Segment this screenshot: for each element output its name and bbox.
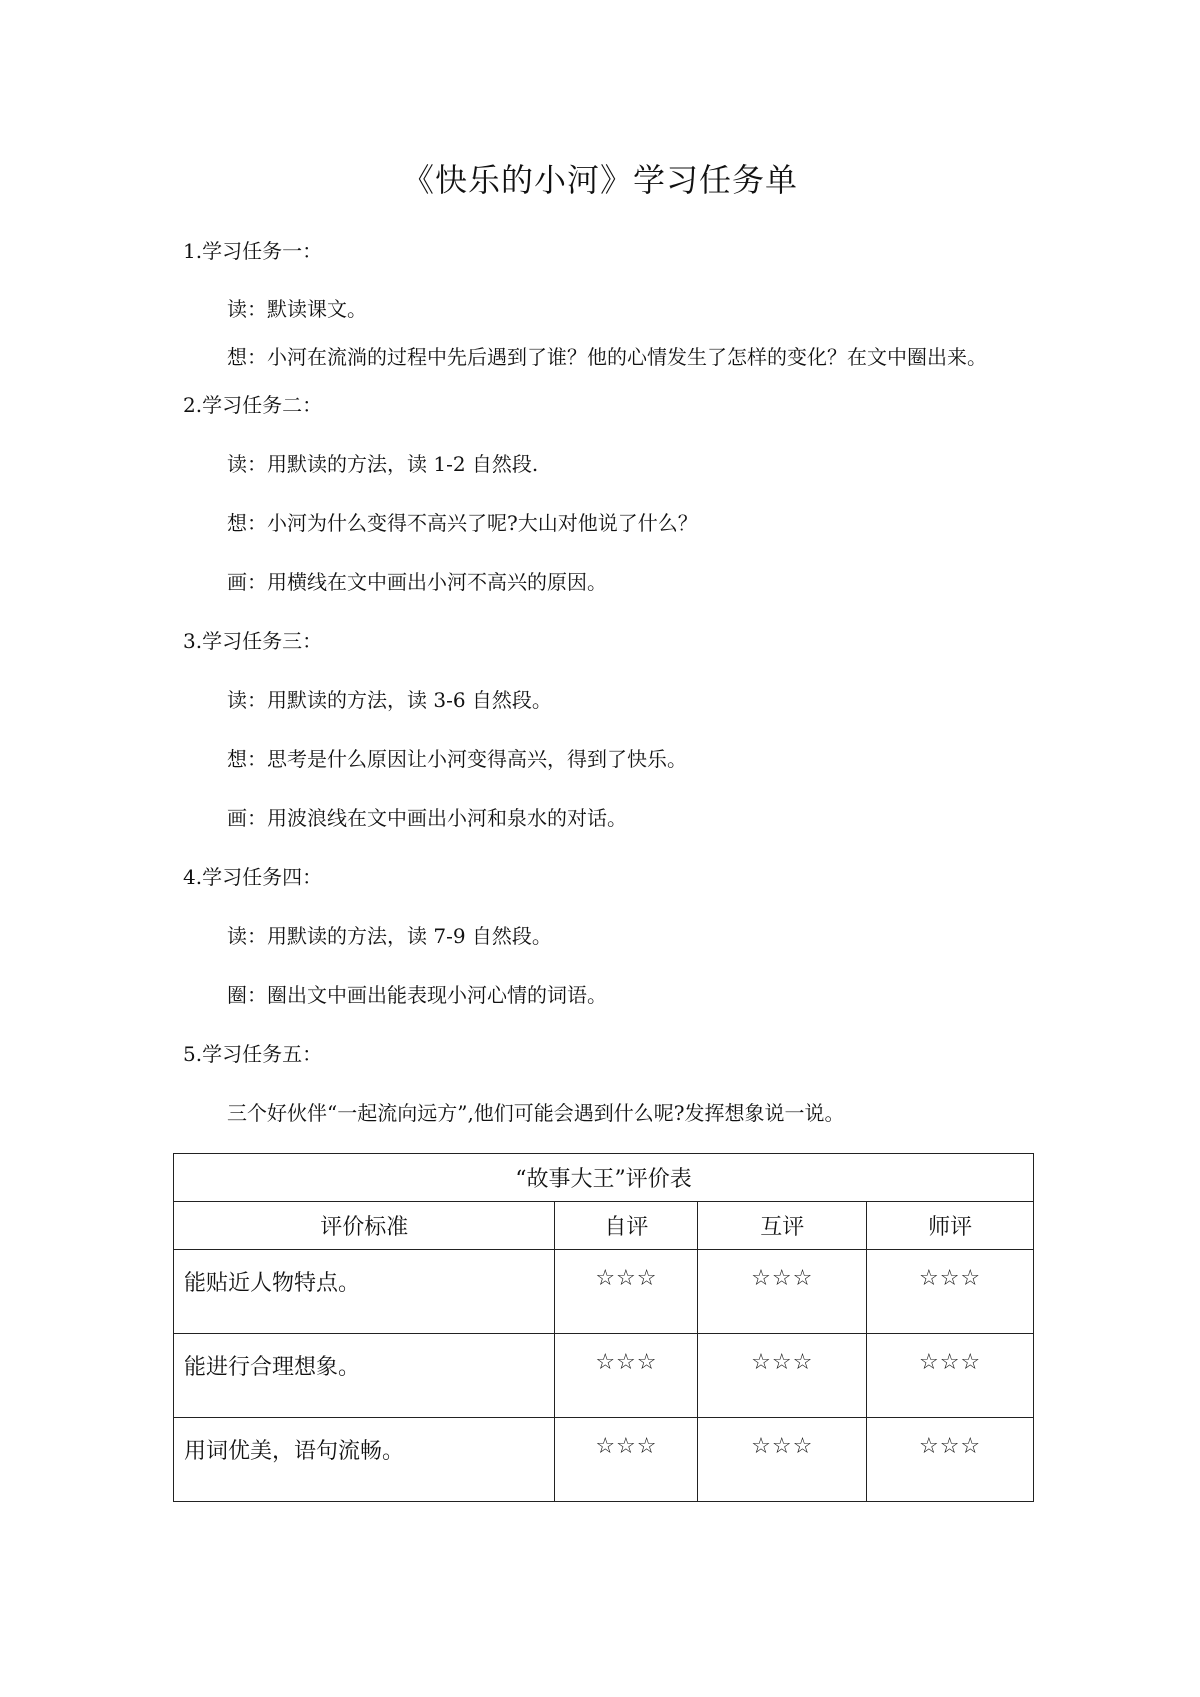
task-5-line-1: 三个好伙伴“一起流向远方”,他们可能会遇到什么呢?发挥想象说一说。 (227, 1101, 845, 1125)
table-row (174, 1418, 1034, 1502)
criterion-cell: 能贴近人物特点。 (174, 1250, 555, 1334)
table-row (174, 1250, 1034, 1334)
header-criteria: 评价标准 (174, 1202, 555, 1250)
task-4-line-2: 圈：圈出文中画出能表现小河心情的词语。 (227, 983, 607, 1007)
criterion-cell: 能进行合理想象。 (174, 1334, 555, 1418)
self-rating-stars: ☆☆☆ (555, 1250, 698, 1334)
task-1-line-2: 想：小河在流淌的过程中先后遇到了谁？他的心情发生了怎样的变化？在文中圈出来。 (227, 345, 987, 369)
peer-rating-stars: ☆☆☆ (698, 1334, 867, 1418)
task-1-line-1: 读：默读课文。 (227, 297, 367, 321)
task-3-line-1: 读：用默读的方法，读 3-6 自然段。 (227, 688, 552, 712)
task-2-line-2: 想：小河为什么变得不高兴了呢?大山对他说了什么？ (227, 511, 698, 535)
evaluation-table-caption: “故事大王”评价表 (174, 1154, 1034, 1202)
teacher-rating-stars: ☆☆☆ (867, 1250, 1034, 1334)
criterion-cell: 用词优美，语句流畅。 (174, 1418, 555, 1502)
task-2-heading: 2.学习任务二： (183, 393, 323, 417)
header-teacher: 师评 (867, 1202, 1034, 1250)
task-2-line-1: 读：用默读的方法，读 1-2 自然段. (227, 452, 539, 476)
task-3-line-2: 想：思考是什么原因让小河变得高兴，得到了快乐。 (227, 747, 687, 771)
task-4-line-1: 读：用默读的方法，读 7-9 自然段。 (227, 924, 552, 948)
header-peer: 互评 (698, 1202, 867, 1250)
task-3-heading: 3.学习任务三： (183, 629, 323, 653)
task-1-heading: 1.学习任务一： (183, 239, 323, 263)
table-row (174, 1334, 1034, 1418)
peer-rating-stars: ☆☆☆ (698, 1250, 867, 1334)
teacher-rating-stars: ☆☆☆ (867, 1334, 1034, 1418)
teacher-rating-stars: ☆☆☆ (867, 1418, 1034, 1502)
header-self: 自评 (555, 1202, 698, 1250)
self-rating-stars: ☆☆☆ (555, 1418, 698, 1502)
task-5-heading: 5.学习任务五： (183, 1042, 323, 1066)
task-2-line-3: 画：用横线在文中画出小河不高兴的原因。 (227, 570, 607, 594)
task-3-line-3: 画：用波浪线在文中画出小河和泉水的对话。 (227, 806, 627, 830)
task-4-heading: 4.学习任务四： (183, 865, 323, 889)
self-rating-stars: ☆☆☆ (555, 1334, 698, 1418)
peer-rating-stars: ☆☆☆ (698, 1418, 867, 1502)
evaluation-table (173, 1153, 1034, 1502)
page-title: 《快乐的小河》学习任务单 (401, 161, 798, 199)
